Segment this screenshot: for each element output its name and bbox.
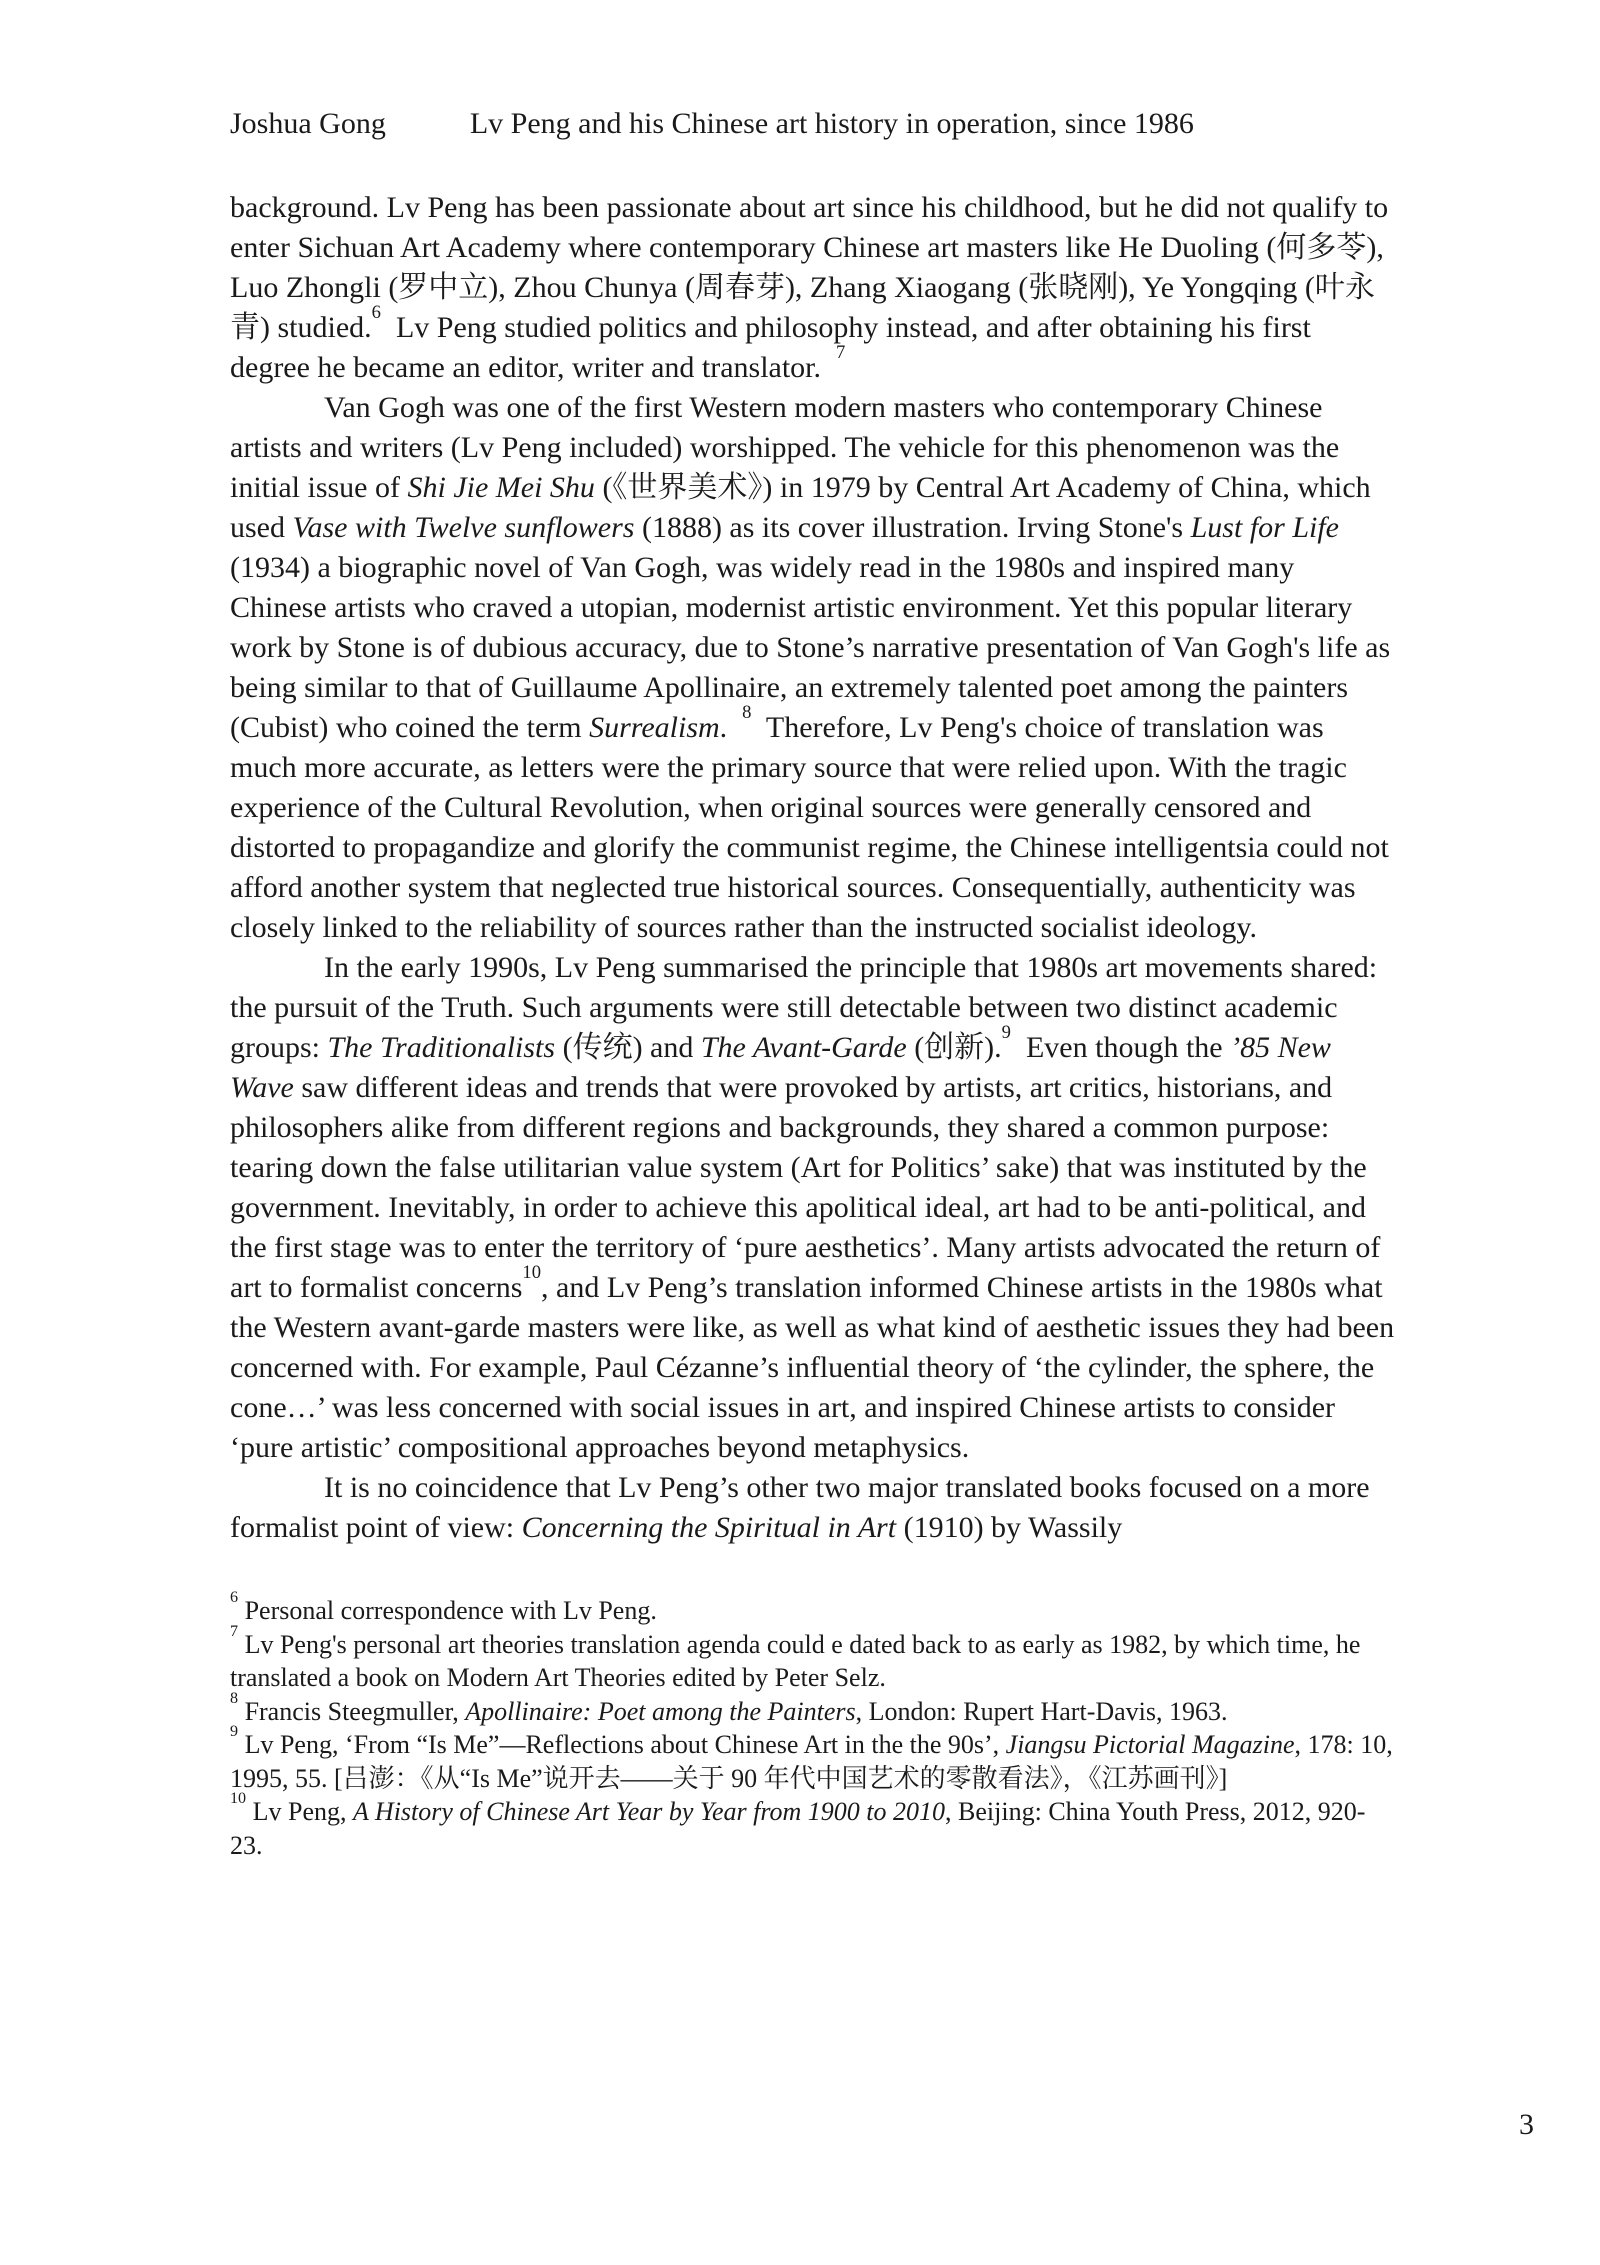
footnote — [230, 1589, 1395, 1628]
text-run: . — [719, 711, 743, 744]
italic-text: The Traditionalists — [327, 1031, 556, 1064]
footnote — [230, 1689, 1395, 1729]
text-run: Lv Peng, — [246, 1797, 353, 1826]
italic-text: Surrealism — [589, 711, 720, 744]
text-run: Francis Steegmuller, — [238, 1696, 466, 1726]
footnote — [230, 1622, 1395, 1695]
footnote-marker: 7 — [230, 1622, 239, 1640]
body-paragraph — [230, 388, 1395, 948]
text-run: Therefore, Lv Peng's choice of translation was much more accurate, as letters were the primary source that were relied upon. With the tragic experience of the Cultural Revolution, when original sources were generally censored and distorted to propagandize and glorify the communist regime, the Chinese intelligentsia could not afford another system that neglected true historical sources. Consequentially, authenticity was closely linked to the reliability of sources rather than the instructed socialist ideology. — [230, 711, 1389, 944]
footnote-ref: 9 — [1001, 1021, 1011, 1043]
text-run: , and Lv Peng’s translation informed Chinese artists in the 1980s what the Western avant-garde masters were like, as well as what kind of aesthetic issues they had been concerned with. For example, Paul Cézanne’s influential theory of ‘the cylinder, the sphere, the cone…’ was less concerned with social issues in art, and inspired Chinese artists to consider ‘pure artistic’ compositional approaches beyond metaphysics. — [230, 1271, 1395, 1464]
text-run: (1888) as its cover illustration. Irving Stone's — [634, 511, 1191, 544]
text-run: It is no coincidence that Lv Peng’s other two major translated books focused on a more formalist point of view: — [230, 1471, 1370, 1544]
italic-text: The Avant-Garde — [700, 1031, 907, 1064]
italic-text: Vase with Twelve sunflowers — [292, 511, 635, 544]
text-run: (1910) by Wassily — [896, 1511, 1123, 1544]
footnote-ref: 10 — [522, 1261, 541, 1283]
footnote — [230, 1790, 1395, 1862]
italic-text: Jiangsu Pictorial Magazine — [1005, 1730, 1295, 1759]
header-author: Joshua Gong — [230, 107, 386, 140]
text-run: Lv Peng, ‘From “Is Me”—Reflections about Chinese Art in the the 90s’, — [238, 1730, 1006, 1759]
page-content — [230, 104, 1395, 1862]
text-run: In the early 1990s, Lv Peng summarised the principle that 1980s art movements shared: the pursuit of the Truth. Such arguments were still detectable between two distinct academic groups: — [230, 951, 1378, 1064]
footnote-ref: 7 — [836, 341, 846, 363]
italic-text: ’85 New Wave — [230, 1031, 1331, 1104]
footnote — [230, 1723, 1395, 1795]
text-run: Even though the — [1010, 1031, 1231, 1064]
footnotes-section — [230, 1589, 1395, 1862]
italic-text: Apollinaire: Poet among the Painters — [465, 1696, 856, 1726]
text-run: (传统) and — [555, 1031, 701, 1064]
text-run: Van Gogh was one of the first Western modern masters who contemporary Chinese artists and writers (Lv Peng included) worshipped. The vehicle for this phenomenon was the initial issue of — [230, 391, 1340, 504]
body-paragraph — [230, 1468, 1395, 1548]
page-header — [230, 104, 1395, 144]
text-run: , London: Rupert Hart-Davis, 1963. — [855, 1696, 1228, 1726]
text-run: (《世界美术》) in 1979 by Central Art Academy of China, which used — [230, 471, 1371, 544]
text-run: , 178: 10, 1995, 55. [吕澎：《从“Is Me”说开去——关于 90 年代中国艺术的零散看法》，《江苏画刊》] — [230, 1730, 1393, 1793]
italic-text: Shi Jie Mei Shu — [407, 471, 595, 504]
footnote-marker: 8 — [230, 1689, 239, 1707]
footnote-marker: 10 — [230, 1790, 247, 1808]
italic-text: A History of Chinese Art Year by Year from 1900 to 2010 — [353, 1797, 946, 1826]
footnote-marker: 9 — [230, 1723, 239, 1741]
text-run: background. Lv Peng has been passionate about art since his childhood, but he did not qualify to enter Sichuan Art Academy where contemporary Chinese art masters like He Duoling (何多苓), Luo Zhongli (罗中立), Zhou Chunya (周春芽), Zhang Xiaogang (张晓刚), Ye Yongqing (叶永青) studied. — [230, 191, 1389, 344]
text-run: Personal correspondence with Lv Peng. — [238, 1596, 657, 1625]
text-run: (1934) a biographic novel of Van Gogh, was widely read in the 1980s and inspired many Chinese artists who craved a utopian, modernist artistic environment. Yet this popular literary work by Stone is of dubious accuracy, due to Stone’s narrative presentation of Van Gogh's life as being similar to that of Guillaume Apollinaire, an extremely talented poet among the painters (Cubist) who coined the term — [230, 551, 1391, 744]
text-run: (创新). — [906, 1031, 1002, 1064]
text-run: , Beijing: China Youth Press, 2012, 920-23. — [230, 1797, 1366, 1860]
text-run: Lv Peng studied politics and philosophy instead, and after obtaining his first degree he became an editor, writer and translator. — [230, 311, 1311, 384]
footnote-ref: 8 — [742, 701, 752, 723]
italic-text: Concerning the Spiritual in Art — [521, 1511, 897, 1544]
text-run: saw different ideas and trends that were provoked by artists, art critics, historians, and philosophers alike from different regions and backgrounds, they shared a common purpose: tearing down the false utilitarian value system (Art for Politics’ sake) that was instituted by the government. Inevitably, in order to achieve this apolitical ideal, art had to be anti-political, and the first stage was to enter the territory of ‘pure aesthetics’. Many artists advocated the return of art to formalist concerns — [230, 1071, 1381, 1304]
page-number: 3 — [1519, 2108, 1534, 2141]
italic-text: Lust for Life — [1190, 511, 1339, 544]
footnote-ref: 6 — [371, 301, 381, 323]
header-title: Lv Peng and his Chinese art history in operation, since 1986 — [469, 107, 1194, 140]
text-run: Lv Peng's personal art theories translation agenda could e dated back to as early as 1982, by which time, he translated a book on Modern Art Theories edited by Peter Selz. — [230, 1629, 1361, 1692]
body-text — [230, 188, 1395, 1548]
body-paragraph — [230, 948, 1395, 1468]
footnote-marker: 6 — [230, 1589, 239, 1607]
body-paragraph — [230, 188, 1395, 388]
